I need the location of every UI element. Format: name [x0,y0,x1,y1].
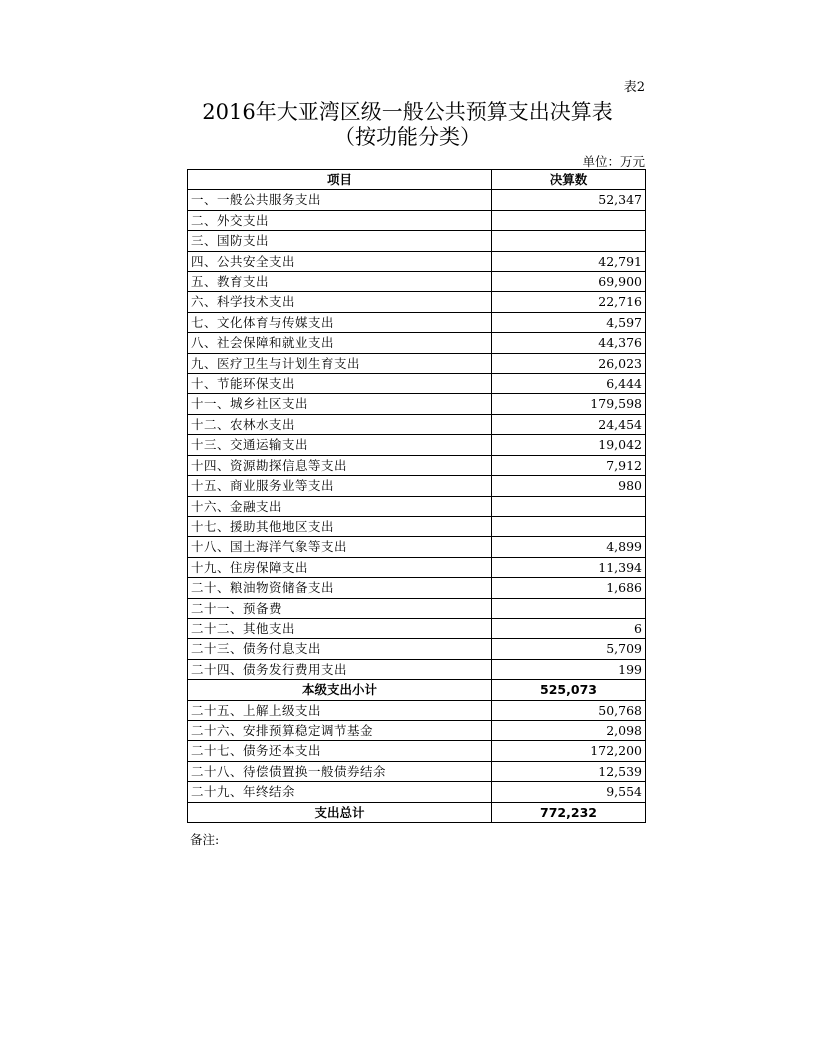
row-item: 九、医疗卫生与计划生育支出 [188,353,492,373]
budget-table [187,169,646,823]
table-body [188,190,646,823]
table-row [188,210,646,230]
table-row [188,761,646,781]
table-row [188,720,646,740]
row-item: 十三、交通运输支出 [188,435,492,455]
table-row [188,700,646,720]
page-subtitle: （按功能分类） [334,125,481,149]
row-item: 五、教育支出 [188,272,492,292]
row-item: 二十四、债务发行费用支出 [188,659,492,679]
unit-label: 单位：万元 [582,154,645,169]
header-item: 项目 [188,170,492,190]
row-amount: 11,394 [492,557,646,577]
table-row [188,312,646,332]
row-item: 支出总计 [188,802,492,822]
table-row [188,578,646,598]
row-amount [492,598,646,618]
row-amount: 7,912 [492,455,646,475]
row-item: 二十一、预备费 [188,598,492,618]
table-row [188,455,646,475]
row-amount: 5,709 [492,639,646,659]
row-amount [492,496,646,516]
row-amount: 6,444 [492,374,646,394]
table-row [188,333,646,353]
row-item: 二十、粮油物资储备支出 [188,578,492,598]
row-amount: 4,899 [492,537,646,557]
note-label: 备注: [190,832,220,847]
table-row [188,557,646,577]
row-item: 二、外交支出 [188,210,492,230]
row-amount: 9,554 [492,782,646,802]
row-amount: 52,347 [492,190,646,210]
row-item: 二十七、债务还本支出 [188,741,492,761]
table-row [188,598,646,618]
row-amount [492,210,646,230]
row-item: 八、社会保障和就业支出 [188,333,492,353]
row-amount: 6 [492,618,646,638]
page-title: 2016年大亚湾区级一般公共预算支出决算表 [202,100,613,124]
row-amount [492,516,646,536]
row-amount: 12,539 [492,761,646,781]
row-amount: 980 [492,476,646,496]
row-item: 十四、资源勘探信息等支出 [188,455,492,475]
row-amount: 772,232 [492,802,646,822]
table-row [188,190,646,210]
row-item: 十、节能环保支出 [188,374,492,394]
table-row [188,516,646,536]
table-row [188,272,646,292]
row-amount: 179,598 [492,394,646,414]
row-amount: 525,073 [492,680,646,700]
row-item: 二十五、上解上级支出 [188,700,492,720]
row-amount: 50,768 [492,700,646,720]
row-item: 七、文化体育与传媒支出 [188,312,492,332]
row-item: 十九、住房保障支出 [188,557,492,577]
table-row [188,639,646,659]
row-item: 二十九、年终结余 [188,782,492,802]
table-row [188,231,646,251]
table-row [188,353,646,373]
table-row [188,782,646,802]
table-header-row [188,170,646,190]
table-row [188,394,646,414]
table-row [188,414,646,434]
table-row [188,741,646,761]
table-row [188,292,646,312]
row-item: 十一、城乡社区支出 [188,394,492,414]
row-amount: 26,023 [492,353,646,373]
row-item: 二十三、债务付息支出 [188,639,492,659]
row-item: 二十八、待偿债置换一般债券结余 [188,761,492,781]
table-row [188,476,646,496]
row-amount: 1,686 [492,578,646,598]
subtotal-row [188,680,646,700]
row-item: 二十二、其他支出 [188,618,492,638]
row-amount: 69,900 [492,272,646,292]
table-row [188,374,646,394]
row-item: 十五、商业服务业等支出 [188,476,492,496]
row-amount: 2,098 [492,720,646,740]
row-item: 十八、国土海洋气象等支出 [188,537,492,557]
table-number: 表2 [623,80,645,95]
row-item: 一、一般公共服务支出 [188,190,492,210]
row-amount: 24,454 [492,414,646,434]
row-amount: 44,376 [492,333,646,353]
row-amount: 19,042 [492,435,646,455]
header-amount: 决算数 [492,170,646,190]
table-row [188,435,646,455]
table-row [188,251,646,271]
row-item: 十七、援助其他地区支出 [188,516,492,536]
table-row [188,618,646,638]
subtotal-row [188,802,646,822]
row-amount: 4,597 [492,312,646,332]
row-amount: 172,200 [492,741,646,761]
row-item: 三、国防支出 [188,231,492,251]
row-amount [492,231,646,251]
row-item: 十二、农林水支出 [188,414,492,434]
row-amount: 22,716 [492,292,646,312]
row-item: 十六、金融支出 [188,496,492,516]
row-amount: 199 [492,659,646,679]
table-row [188,659,646,679]
row-item: 四、公共安全支出 [188,251,492,271]
row-item: 本级支出小计 [188,680,492,700]
row-item: 二十六、安排预算稳定调节基金 [188,720,492,740]
row-amount: 42,791 [492,251,646,271]
table-row [188,537,646,557]
table-row [188,496,646,516]
row-item: 六、科学技术支出 [188,292,492,312]
